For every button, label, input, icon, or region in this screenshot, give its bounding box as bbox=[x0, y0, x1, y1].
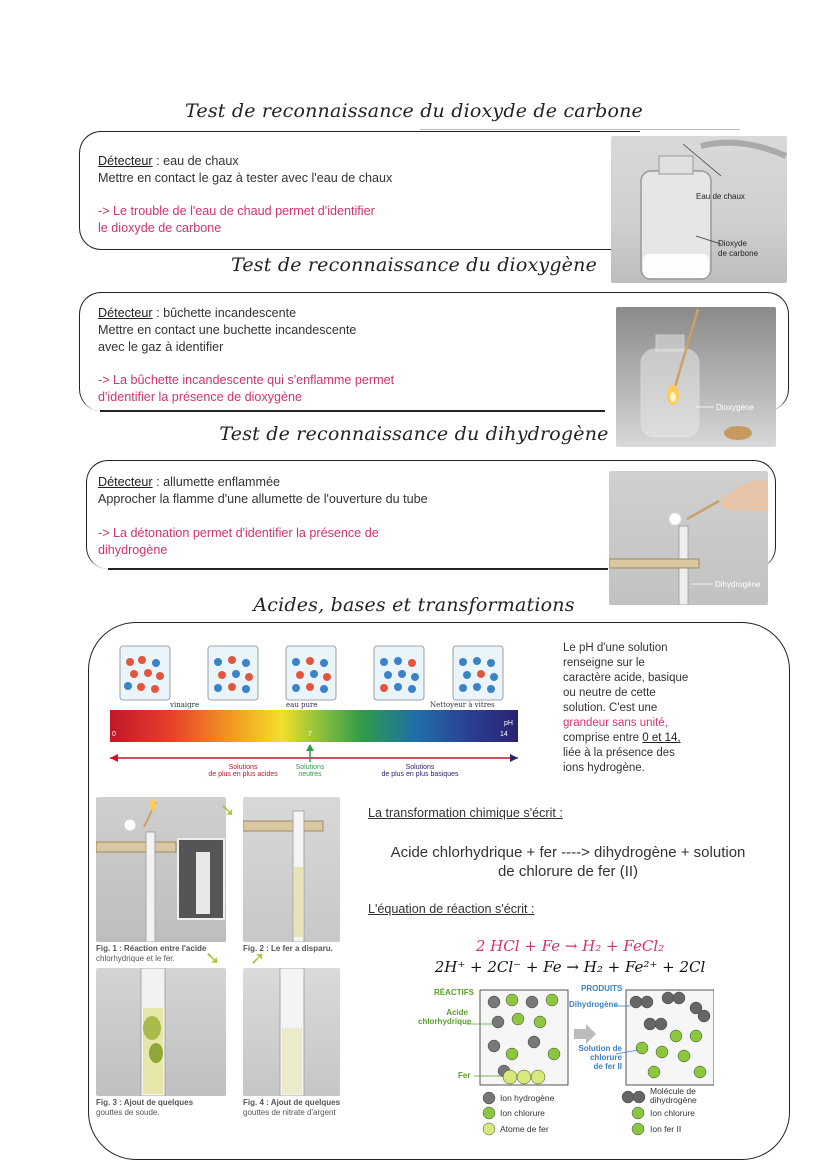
tick-14: 14 bbox=[500, 731, 508, 738]
detector-label: Détecteur bbox=[98, 475, 153, 489]
detector-value: : allumette enflammée bbox=[152, 475, 281, 489]
card-o2-bottom bbox=[100, 410, 605, 412]
title-o2: Test de reconnaissance du dioxygène bbox=[230, 254, 598, 276]
detector-value: : bûchette incandescente bbox=[152, 306, 297, 320]
fig1-illustration bbox=[96, 797, 226, 942]
label-vinaigre: vinaigre bbox=[170, 701, 200, 709]
basic-caption: Solutions de plus en plus basiques bbox=[381, 764, 459, 778]
caption-fig1: Fig. 1 : Réaction entre l'acide chlorhydrique et le fer. bbox=[96, 944, 207, 963]
instruction-o2-2: avec le gaz à identifier bbox=[98, 340, 224, 354]
label-acide: Acide chlorhydrique bbox=[418, 1008, 472, 1026]
label-reactifs: RÉACTIFS bbox=[434, 988, 474, 997]
instruction-o2-1: Mettre en contact une buchette incandescente bbox=[98, 323, 357, 337]
equation-2: 2H⁺ + 2Cl⁻ + Fe → H₂ + Fe²⁺ + 2Cl bbox=[434, 958, 706, 976]
result-o2-1: -> La bûchette incandescente qui s'enflamme permet bbox=[98, 373, 395, 387]
arrow-icon-2: ➘ bbox=[205, 948, 221, 968]
result-o2-2: d'identifier la présence de dioxygène bbox=[98, 390, 303, 404]
card-h2-bottom bbox=[108, 568, 608, 570]
title-acids: Acides, bases et transformations bbox=[253, 594, 575, 616]
label-eau-pure: eau pure bbox=[286, 701, 318, 709]
detector-co2 bbox=[98, 153, 239, 169]
fig4-illustration bbox=[243, 968, 340, 1096]
transformation-text: Acide chlorhydrique + fer ----> dihydrogène + solution de chlorure de fer (II) bbox=[390, 844, 746, 880]
title-co2: Test de reconnaissance du dioxyde de carbone bbox=[185, 100, 643, 122]
photo-h2 bbox=[609, 471, 768, 605]
result-co2-2: le dioxyde de carbone bbox=[98, 221, 222, 235]
legend-fe: Atome de fer bbox=[500, 1124, 549, 1134]
result-h2-1: -> La détonation permet d'identifier la présence de bbox=[98, 526, 379, 540]
detector-label: Détecteur bbox=[98, 154, 153, 168]
title-h2: Test de reconnaissance du dihydrogène bbox=[219, 423, 609, 445]
caption-fig4: Fig. 4 : Ajout de quelques gouttes de nitrate d'argent bbox=[243, 1098, 341, 1117]
title-underline bbox=[420, 129, 740, 130]
detector-label: Détecteur bbox=[98, 306, 153, 320]
detector-h2 bbox=[98, 474, 280, 490]
equation-1: 2 HCl + Fe → H₂ + FeCl₂ bbox=[475, 937, 665, 955]
transformation-label: La transformation chimique s'écrit : bbox=[368, 806, 563, 820]
legend-fe2: Ion fer II bbox=[650, 1124, 682, 1134]
photo-fig3 bbox=[96, 968, 226, 1096]
label-nettoyeur: Nettoyeur à vitres bbox=[430, 701, 495, 709]
fig3-illustration bbox=[96, 968, 226, 1096]
arrow-icon-1: ➘ bbox=[220, 800, 236, 820]
legend-cl2: Ion chlorure bbox=[650, 1108, 695, 1118]
label-dihydrogene: Dihydrogène bbox=[715, 580, 761, 589]
caption-fig2: Fig. 2 : Le fer a disparu. bbox=[243, 944, 333, 953]
photo-fig1 bbox=[96, 797, 226, 942]
detector-o2 bbox=[98, 305, 296, 321]
result-co2-1: -> Le trouble de l'eau de chaud permet d'identifier bbox=[98, 204, 375, 218]
caption-fig3: Fig. 3 : Ajout de quelques gouttes de soude. bbox=[96, 1098, 194, 1117]
label-fer: Fer bbox=[458, 1071, 471, 1080]
photo-fig4 bbox=[243, 968, 340, 1096]
legend-mol: Molécule de dihydrogène bbox=[650, 1086, 697, 1105]
instruction-h2: Approcher la flamme d'une allumette de l'ouverture du tube bbox=[98, 492, 428, 506]
tick-7: 7 bbox=[308, 731, 312, 738]
result-h2-2: dihydrogène bbox=[98, 543, 168, 557]
label-solution-chlorure: Solution de chlorure de fer II bbox=[578, 1044, 622, 1071]
legend-h: Ion hydrogène bbox=[500, 1093, 555, 1103]
detector-value: : eau de chaux bbox=[152, 154, 239, 168]
photo-fig2 bbox=[243, 797, 340, 942]
neutral-caption: Solutions neutres bbox=[295, 764, 325, 778]
reaction-diagram bbox=[414, 984, 714, 1139]
label-dihydrogene-diag: Dihydrogène bbox=[569, 1000, 618, 1009]
label-dioxyde-b: de carbone bbox=[718, 249, 759, 258]
label-dioxygene: Dioxygène bbox=[716, 403, 754, 412]
label-produits: PRODUITS bbox=[581, 984, 623, 993]
ph-label: pH bbox=[504, 720, 513, 727]
legend-cl: Ion chlorure bbox=[500, 1108, 545, 1118]
equation-label: L'équation de réaction s'écrit : bbox=[368, 902, 535, 916]
arrow-icon-3: ➚ bbox=[250, 948, 266, 968]
fig2-illustration bbox=[243, 797, 340, 942]
ph-scale-figure bbox=[108, 640, 520, 785]
ph-explanation: Le pH d'une solution renseigne sur le caractère acide, basique ou neutre de cette solution. C'est une grandeur sans unité, comprise entre 0 et 14, liée à la présence des ions hydrogène. bbox=[563, 642, 689, 774]
label-eau-de-chaux: Eau de chaux bbox=[696, 192, 745, 201]
acid-caption: Solutions de plus en plus acides bbox=[208, 764, 278, 778]
tick-0: 0 bbox=[112, 731, 116, 738]
instruction-co2: Mettre en contact le gaz à tester avec l'eau de chaux bbox=[98, 171, 393, 185]
label-dioxyde-a: Dioxyde bbox=[718, 239, 747, 248]
